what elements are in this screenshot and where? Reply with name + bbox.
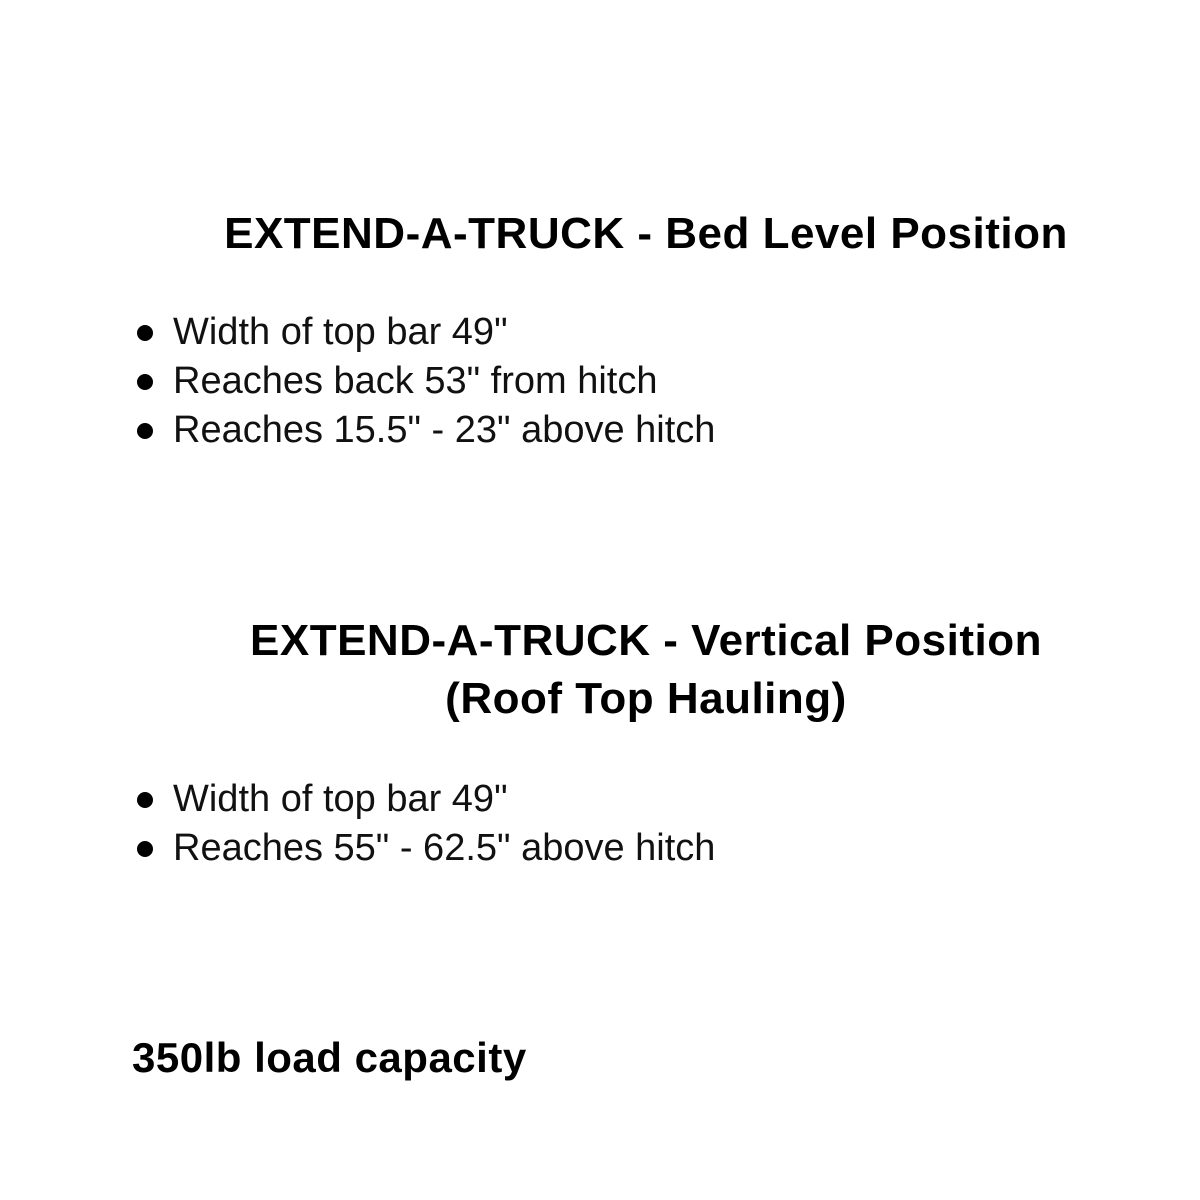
spec-text: Reaches 15.5" - 23" above hitch xyxy=(173,409,716,451)
spec-text: Reaches 55" - 62.5" above hitch xyxy=(173,827,716,869)
list-item xyxy=(135,406,715,455)
spec-text: Reaches back 53" from hitch xyxy=(173,360,658,402)
list-item xyxy=(135,308,715,357)
list-item xyxy=(135,357,715,406)
bullet-icon xyxy=(137,374,153,390)
bullet-icon xyxy=(137,423,153,439)
list-item xyxy=(135,775,715,824)
bed-level-spec-list xyxy=(135,308,715,455)
vertical-position-heading: EXTEND-A-TRUCK - Vertical Position xyxy=(250,616,1042,665)
bed-level-heading: EXTEND-A-TRUCK - Bed Level Position xyxy=(224,209,1068,258)
load-capacity-text: 350lb load capacity xyxy=(132,1034,527,1081)
bullet-icon xyxy=(137,325,153,341)
vertical-position-subheading: (Roof Top Hauling) xyxy=(445,674,847,723)
list-item xyxy=(135,824,715,873)
vertical-spec-list xyxy=(135,775,715,873)
spec-text: Width of top bar 49" xyxy=(173,778,508,820)
bullet-icon xyxy=(137,841,153,857)
spec-text: Width of top bar 49" xyxy=(173,311,508,353)
bullet-icon xyxy=(137,792,153,808)
